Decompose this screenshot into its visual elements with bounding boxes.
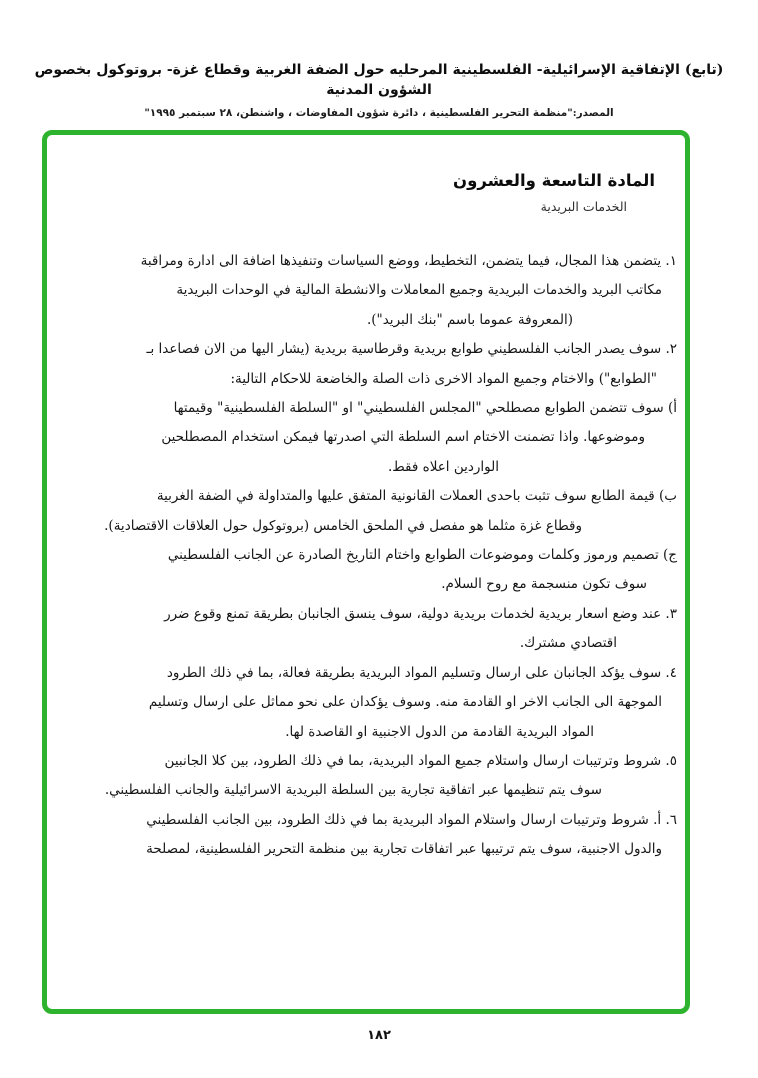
text-line: ٦. أ. شروط وترتيبات ارسال واستلام المواد البريدية بما في ذلك الطرود، بين الجانب الفلسطيني <box>146 811 677 828</box>
text-line: الموجهة الى الجانب الاخر او القادمة منه. وسوف يؤكدان على نحو مماثل على ارسال وتسليم <box>148 694 662 711</box>
page-number: ١٨٢ <box>367 1028 391 1043</box>
text-line: وقطاع غزة مثلما هو مفصل في الملحق الخامس (بروتوكول حول العلاقات الاقتصادية). <box>104 517 582 534</box>
text-line: سوف يتم تنظيمها عبر اتفاقية تجارية بين السلطة البريدية الاسرائيلية والجانب الفلسطيني. <box>104 782 602 799</box>
text-line: ١. يتضمن هذا المجال، فيما يتضمن، التخطيط، ووضع السياسات وتنفيذها اضافة الى ادارة ومراقبة <box>140 253 677 269</box>
text-line: ب) قيمة الطابع سوف تثبت باحدى العملات القانونية المتفق عليها والمتداولة في الضفة الغربية <box>156 488 677 505</box>
text-line: ٤. سوف يؤكد الجانبان على ارسال وتسليم المواد البريدية بطريقة فعالة، بما في ذلك الطرود <box>166 664 677 681</box>
article-body <box>47 247 685 865</box>
content-frame <box>42 130 690 1014</box>
article-subtitle: الخدمات البريدية <box>540 199 627 214</box>
article-title: المادة التاسعة والعشرون <box>453 171 655 190</box>
text-line: ٥. شروط وترتيبات ارسال واستلام جميع المواد البريدية، بما في ذلك الطرود، بين كلا الجانبين <box>164 752 677 769</box>
text-line: وموضوعها. واذا تضمنت الاختام اسم السلطة التي اصدرتها فيمكن استخدام المصطلحين <box>161 429 645 446</box>
page-header <box>0 60 758 119</box>
text-line: (المعروفة عموما باسم "بنك البريد"). <box>366 311 573 328</box>
text-line: الواردين اعلاه فقط. <box>387 458 499 475</box>
text-line: ج) تصميم ورموز وكلمات وموضوعات الطوابع واختام التاريخ الصادرة عن الجانب الفلسطيني <box>167 547 677 564</box>
text-line: مكاتب البريد والخدمات البريدية وجميع المعاملات والانشطة المالية في الوحدات البريدية <box>176 282 662 299</box>
header-source-line: المصدر:"منظمة التحرير الفلسطينية ، دائرة شؤون المفاوضات ، واشنطن، ٢٨ سبتمبر ١٩٩٥" <box>144 107 614 119</box>
text-line: المواد البريدية القادمة من الدول الاجنبية او القاصدة لها. <box>285 723 594 740</box>
text-line: "الطوابع") والاختام وجميع المواد الاخرى ذات الصلة والخاضعة للاحكام التالية: <box>230 370 657 387</box>
text-line: اقتصادي مشترك. <box>519 635 617 652</box>
text-line: أ) سوف تتضمن الطوابع مصطلحي "المجلس الفلسطيني" او "السلطة الفلسطينية" وقيمتها <box>173 400 677 417</box>
text-line: ٣. عند وضع اسعار بريدية لخدمات بريدية دولية، سوف ينسق الجانبان بطريقة تمنع وقوع ضرر <box>164 605 677 622</box>
text-line: والدول الاجنبية، سوف يتم ترتيبها عبر اتفاقات تجارية بين منظمة التحرير الفلسطينية، لمصلحة <box>146 841 662 858</box>
text-line: سوف تكون منسجمة مع روح السلام. <box>441 576 647 593</box>
text-line: ٢. سوف يصدر الجانب الفلسطيني طوابع بريدية وقرطاسية بريدية (يشار اليها من الان فصاعدا بـ <box>146 341 677 358</box>
header-title: (تابع) الإتفاقية الإسرائيلية- الفلسطينية المرحليه حول الضفة الغربية وقطاع غزة- بروتوكول بخصوص الشؤون المدنية <box>34 62 724 98</box>
